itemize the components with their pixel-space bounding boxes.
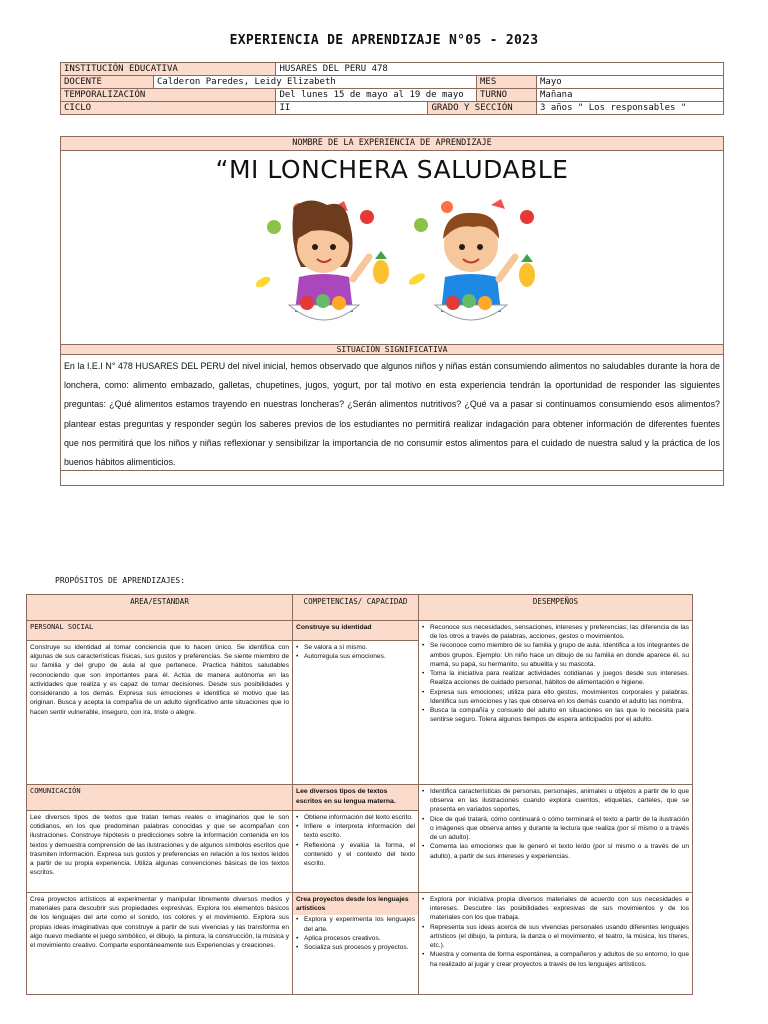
situacion-text: En la I.E.I N° 478 HUSARES DEL PERU del nivel inicial, hemos observado que algunos niños y niñas están consumiendo alimentos no saludables durante la hora de lonchera, como: alimento embazado, galletas, chupetines, jugos, yogurt, por tal motivo en esta experiencia tendrán la oportunidad de responder las siguientes preguntas: ¿Qué alimentos estamos trayendo en nuestras loncheras? ¿Serán alimentos nutritivos? ¿Qué va a pasar si continuamos consumiendo esos alimentos? plantear estas preguntas y responder según los saberes previos de los estudiantes no permitirá realizar indagación para obtener información de diferentes fuentes que nos permitirá que los niños y niñas reflexionar y sensibilizar la importancia de no consumir estos alimentos para el cuidado de nuestra salud y la práctica de los buenos hábitos alimenticios. [64, 361, 720, 468]
personal-social-competencia: Construye su identidad [293, 621, 419, 641]
situacion-footer-row [61, 470, 723, 485]
institucion-value: HUSARES DEL PERU 478 [276, 63, 724, 76]
personal-social-desempenos [419, 621, 693, 785]
personal-social-capacidades [293, 641, 419, 785]
comunicacion-competencia: Lee diversos tipos de textos escritos en su lengua materna. [293, 785, 419, 811]
temporalizacion-value: Del lunes 15 de mayo al 19 de mayo [276, 89, 477, 102]
propositos-title: PROPÓSITOS DE APRENDIZAJES: [55, 576, 186, 585]
desempeno-item: • Busca la compañía y consuelo del adulto en situaciones en las que lo necesita para sentirse seguro. Tolera algunos tiempos de espera anticipados por el adulto. [422, 706, 689, 724]
comunicacion-area: COMUNICACIÓN [27, 785, 293, 811]
desempeno-item: • Se reconoce como miembro de su familia y grupo de aula. Identifica a los integrantes de ambos grupos. Ejemplo: Un niño hace un dibujo de su familia en donde aparece él, su mamá, su papá, su hermanito, su abuelita y su mascota. [422, 641, 689, 669]
docente-value: Calderon Paredes, Leidy Elizabeth [154, 76, 477, 89]
personal-social-estandar: Construye su identidad al tomar conciencia que lo hacen único. Se identifica con algunas de sus características físicas, sus gustos y preferencias. Se siente miembro de su familia y del grupo de aula al que pertenece. Practica hábitos saludables reconociendo que son importantes para él. Actúa de manera autónoma en las actividades que realiza y es capaz de tomar decisiones. Desde sus posibilidades y considerando a los demás. Expresa sus emociones e identifica el motivo que las originan. Busca y acepta la compañía de un adulto significativo ante situaciones que lo hacen sentir vulnerable, inseguro, con ira, triste o alegre. [27, 641, 293, 785]
situacion-box [60, 344, 724, 486]
comunicacion-estandar: Lee diversos tipos de textos que tratan temas reales o imaginarios que le son cotidianos, en los que predominan palabras conocidas y que se acompañan con ilustraciones. Construye hipótesis o predicciones sobre la información contenida en los textos y demuestra comprensión de las ilustraciones y de algunos símbolos escritos que trasmiten información. Expresa sus gustos y preferencias en relación a los textos leídos a partir de su propia experiencia. Utiliza algunas convenciones básicas de los textos escritos. [27, 811, 293, 893]
capacidad-item: • Aplica procesos creativos. [296, 934, 415, 943]
capacidad-item: • Infiere e interpreta información del texto escrito. [296, 822, 415, 840]
desempeno-item: • Toma la iniciativa para realizar actividades cotidianas y juegos desde sus intereses. Realiza acciones de cuidado personal, hábitos de alimentación e higiene. [422, 669, 689, 687]
experience-title: “MI LONCHERA SALUDABLE [215, 155, 569, 184]
col-desemp-header: DESEMPEÑOS [419, 595, 693, 621]
arte-competencia-capacidades [293, 893, 419, 995]
col-area-header: AREA/ESTANDAR [27, 595, 293, 621]
experience-box [60, 136, 724, 350]
arte-estandar: Crea proyectos artísticos al experimentar y manipular libremente diversos medios y materiales para descubrir sus propiedades expresivas. Explora los elementos básicos de los lenguajes del arte como el sonido, los colores y el movimiento. Explora sus propias ideas imaginativas que construye a partir de sus vivencias y las transforma en algo nuevo mediante el juego simbólico, el dibujo, la pintura, la construcción, la música y el movimiento creativo. Comparte espontáneamente sus Experiencias y creaciones. [27, 893, 293, 995]
capacidad-item: • Socializa sus procesos y proyectos. [296, 943, 415, 952]
desempeno-item: • Muestra y comenta de forma espontánea, a compañeros y adultos de su entorno, lo que ha realizado al jugar y crear proyectos a través de los lenguajes artísticos. [422, 950, 689, 968]
capacidad-item: • Autorregula sus emociones. [296, 652, 415, 661]
comunicacion-desempenos [419, 785, 693, 893]
desempeno-item: • Representa sus ideas acerca de sus vivencias personales usando diferentes lenguajes artísticos (el dibujo, la pintura, la danza o el movimiento, el teatro, la música, los títeres, etc.). [422, 923, 689, 951]
desempeno-item: • Identifica características de personas, personajes, animales u objetos a partir de lo que observa en las ilustraciones cuando explora cuentos, etiquetas, carteles, que se presenta en variados soportes. [422, 787, 689, 815]
docente-label: DOCENTE [61, 76, 154, 89]
grado-value: 3 años " Los responsables " [537, 102, 724, 115]
grado-label: GRADO Y SECCIÓN [428, 102, 537, 115]
temporalizacion-label: TEMPORALIZACIÓN [61, 89, 276, 102]
capacidad-item: • Explora y experimenta los lenguajes del arte. [296, 915, 415, 933]
capacidad-item: • Obtiene información del texto escrito. [296, 813, 415, 822]
comunicacion-capacidades [293, 811, 419, 893]
girl-eating-fruit-illustration [249, 187, 399, 337]
info-table [60, 62, 724, 115]
mes-label: MES [477, 76, 537, 89]
desempeno-item: • Expresa sus emociones; utiliza para ello gestos, movimientos corporales y palabras. Identifica sus emociones y las que observa en los demás cuando el adulto las nombra. [422, 688, 689, 706]
arte-competencia: Crea proyectos desde los lenguajes artísticos [293, 893, 418, 915]
situacion-header: SITUACIÓN SIGNIFICATIVA [61, 345, 723, 355]
document-title: EXPERIENCIA DE APRENDIZAJE N°05 - 2023 [229, 33, 539, 48]
propositos-table [26, 594, 693, 995]
turno-value: Mañana [537, 89, 724, 102]
desempeno-item: • Reconoce sus necesidades, sensaciones, intereses y preferencias; las diferencia de las de los otros a través de palabras, acciones, gestos o movimientos. [422, 623, 689, 641]
capacidad-item: • Reflexiona y evalúa la forma, el contenido y el contexto del texto escrito. [296, 841, 415, 869]
experience-header: NOMBRE DE LA EXPERIENCIA DE APRENDIZAJE [61, 137, 723, 151]
ciclo-value: II [276, 102, 428, 115]
col-comp-header: COMPETENCIAS/ CAPACIDAD [293, 595, 419, 621]
desempeno-item: • Comenta las emociones que le generó el texto leído (por sí mismo o a través de un adulto), a partir de sus intereses y experiencias. [422, 842, 689, 860]
institucion-label: INSTITUCIÓN EDUCATIVA [61, 63, 276, 76]
turno-label: TURNO [477, 89, 537, 102]
desempeno-item: • Dice de qué tratará, cómo continuará o cómo terminará el texto a partir de la ilustración o imágenes que observa antes y durante la lectura que realiza (por sí mismo o a través de un adulto). [422, 815, 689, 843]
mes-value: Mayo [537, 76, 724, 89]
personal-social-area: PERSONAL SOCIAL [27, 621, 293, 641]
arte-desempenos [419, 893, 693, 995]
ciclo-label: CICLO [61, 102, 276, 115]
boy-eating-fruit-illustration [399, 187, 549, 337]
desempeno-item: • Explora por iniciativa propia diversos materiales de acuerdo con sus necesidades e intereses. Descubre las posibilidades expresivas de sus movimientos y de los materiales con los que trabaja. [422, 895, 689, 923]
capacidad-item: • Se valora a sí mismo. [296, 643, 415, 652]
